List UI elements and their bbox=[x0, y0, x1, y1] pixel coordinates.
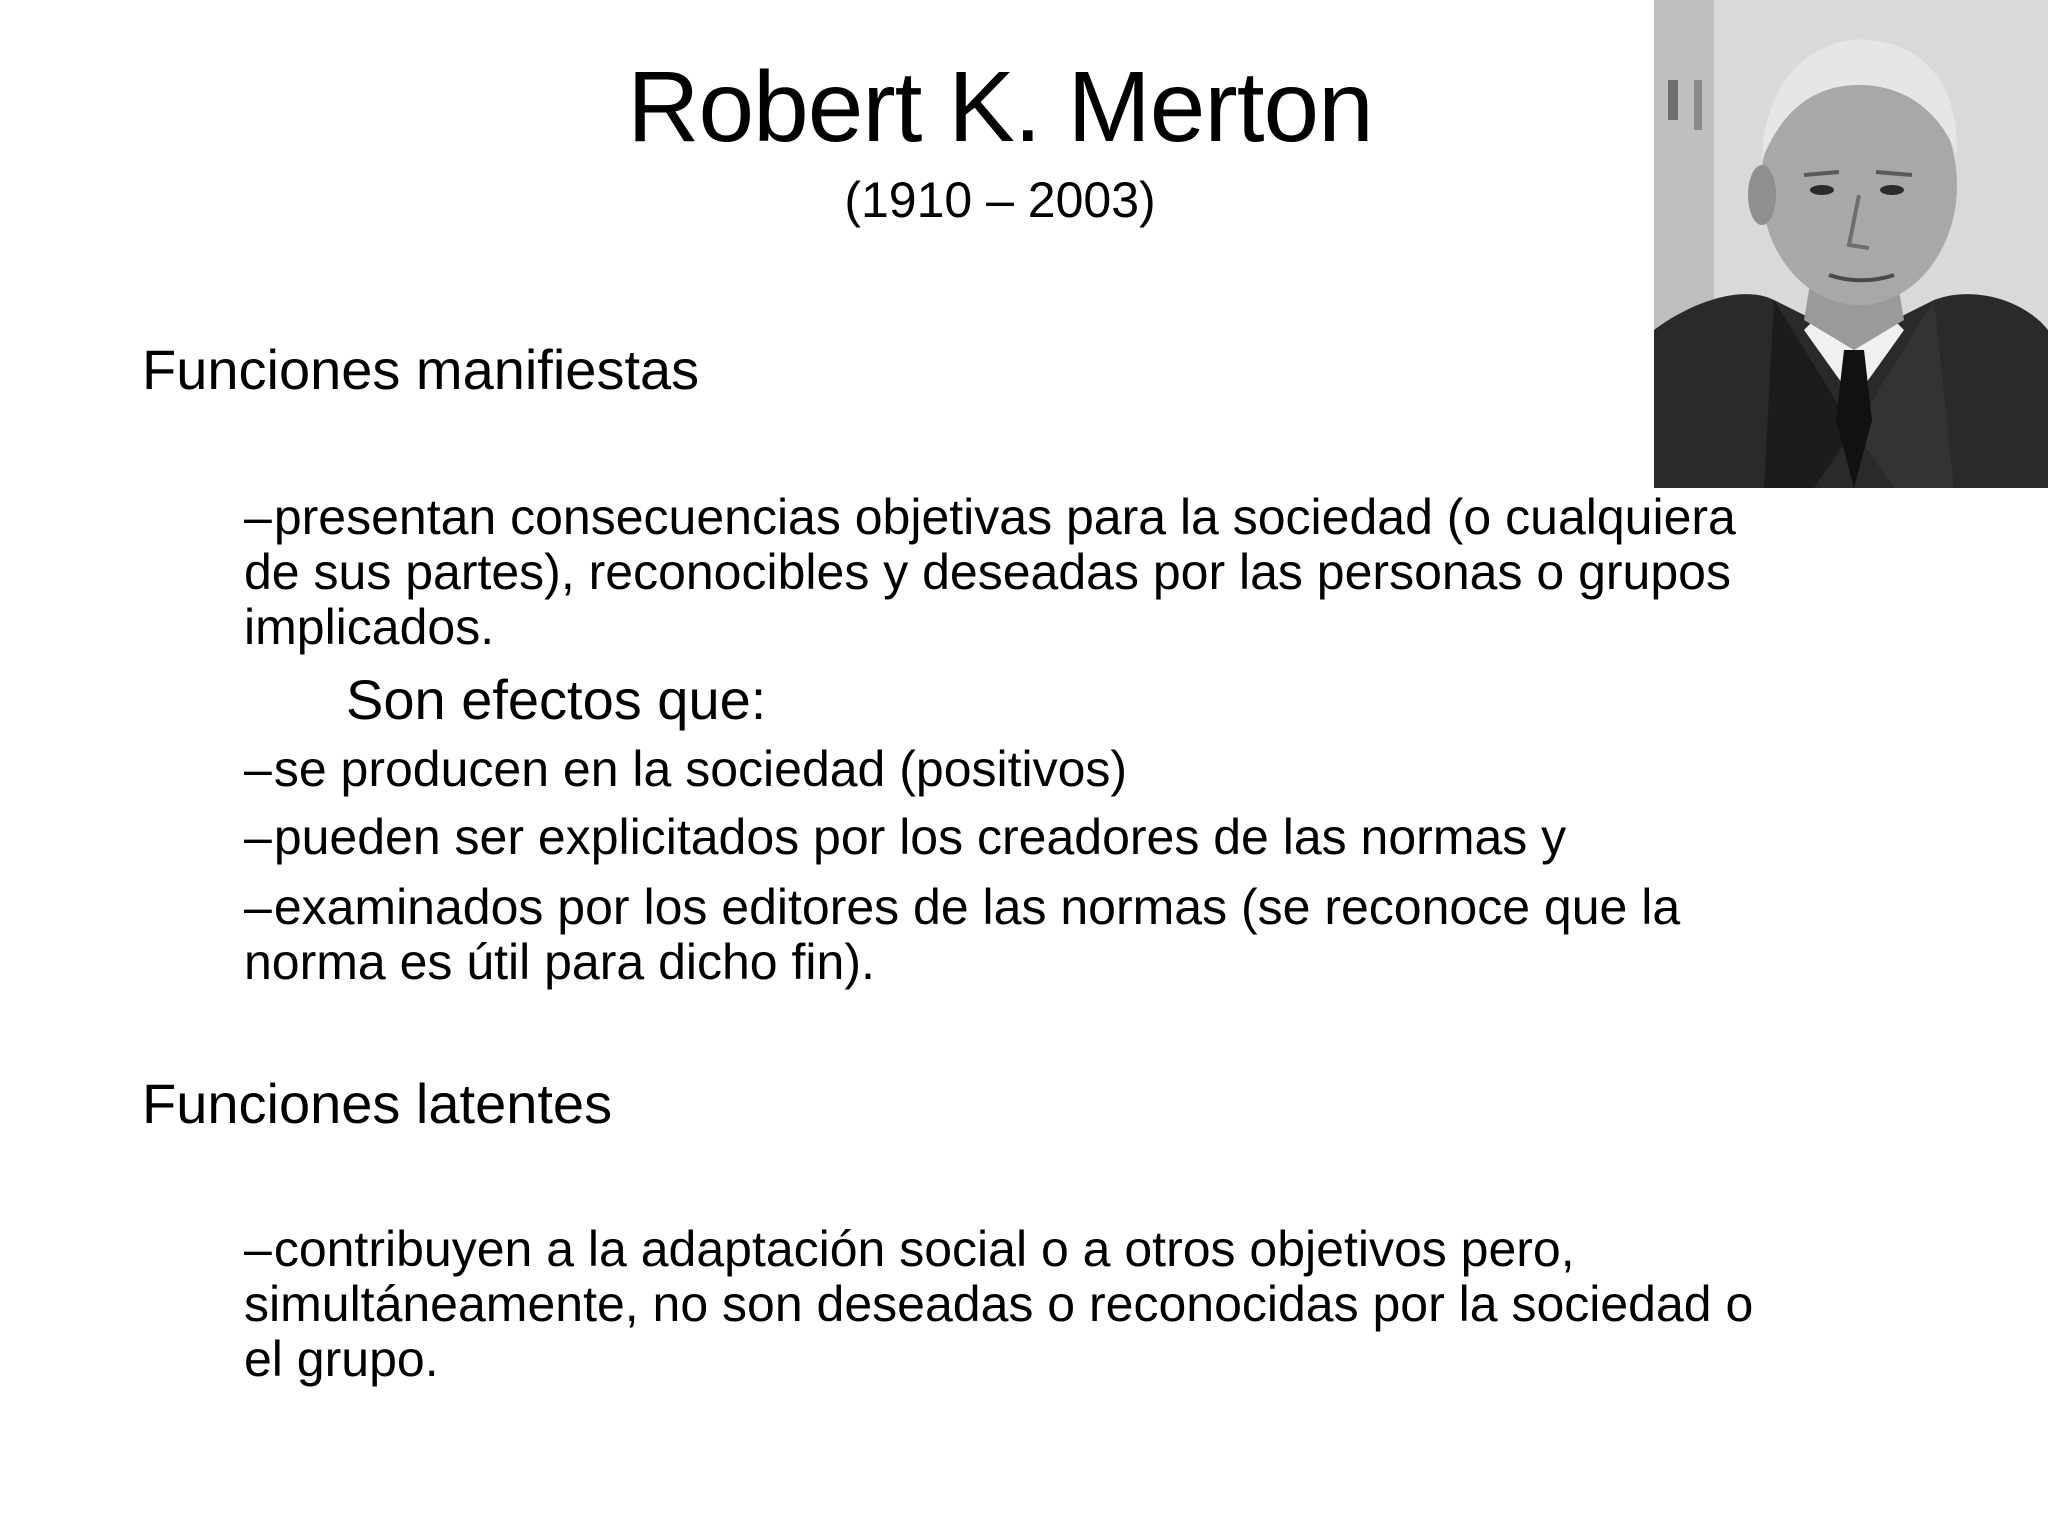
portrait-photo bbox=[1654, 0, 2048, 488]
bullet-text: pueden ser explicitados por los creadores de las normas y bbox=[273, 809, 1567, 865]
heading-funciones-latentes: Funciones latentes bbox=[142, 1072, 613, 1135]
portrait-photo-icon bbox=[1654, 0, 2048, 488]
dash-glyph: – bbox=[244, 879, 272, 935]
bullet-effect-2 bbox=[244, 810, 1804, 865]
bullet-text: se producen en la sociedad (positivos) bbox=[273, 741, 1128, 797]
bullet-effect-3 bbox=[244, 880, 1804, 990]
dash-glyph: – bbox=[244, 489, 272, 545]
dash-glyph: – bbox=[244, 1221, 272, 1277]
slide-title: Robert K. Merton bbox=[627, 51, 1373, 163]
dash-glyph: – bbox=[244, 809, 272, 865]
bullet-text: contribuyen a la adaptación social o a otros objetivos pero, simultáneamente, no son deseadas o reconocidas por la sociedad o el grupo. bbox=[244, 1221, 1754, 1387]
dash-glyph: – bbox=[244, 741, 272, 797]
heading-funciones-manifiestas: Funciones manifiestas bbox=[142, 338, 700, 401]
subheading-son-efectos: Son efectos que: bbox=[346, 668, 767, 731]
bullet-text: examinados por los editores de las normas (se reconoce que la norma es útil para dicho fin). bbox=[244, 879, 1681, 990]
slide-subtitle: (1910 – 2003) bbox=[844, 172, 1156, 228]
bullet-effect-1 bbox=[244, 742, 1804, 797]
bullet-latent-definition bbox=[244, 1222, 1804, 1387]
bullet-manifest-definition bbox=[244, 490, 1804, 655]
bullet-text: presentan consecuencias objetivas para la sociedad (o cualquiera de sus partes), reconocibles y deseadas por las personas o grupos implicados. bbox=[244, 489, 1736, 655]
